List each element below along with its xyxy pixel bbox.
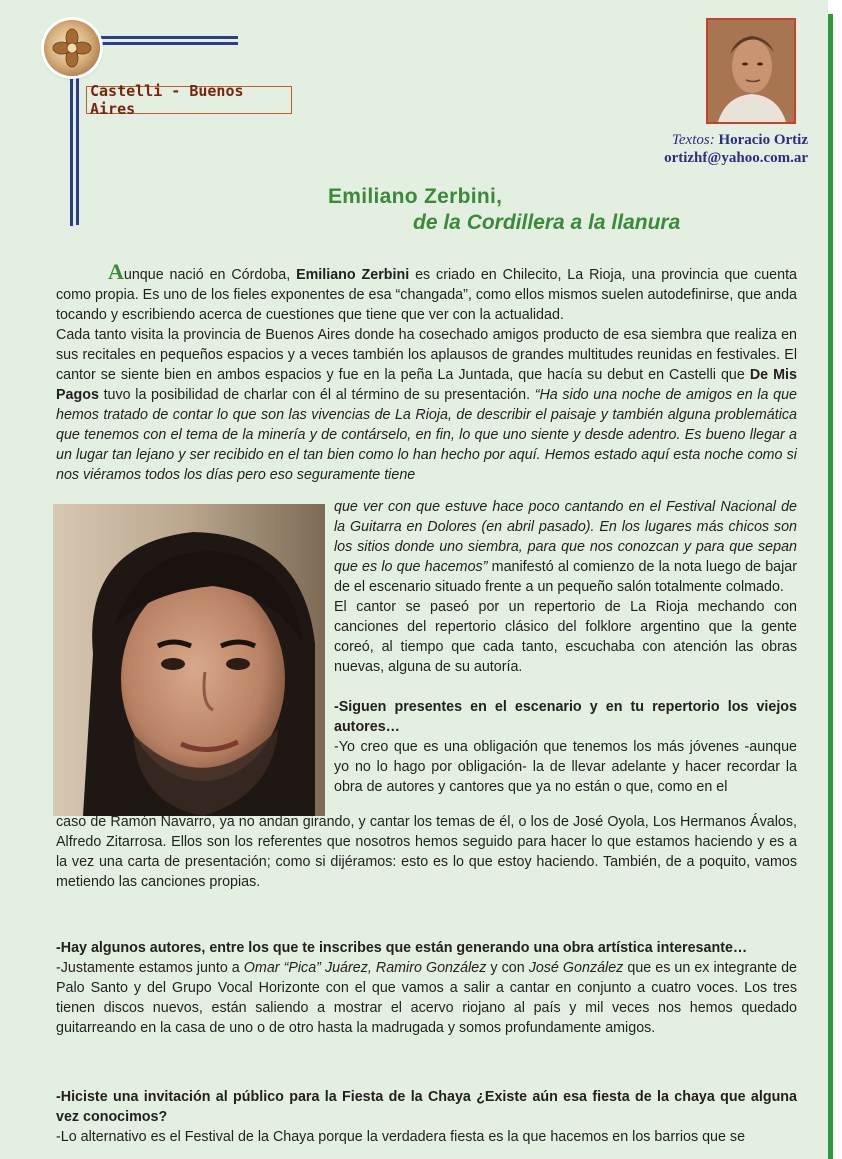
quote-continuation: que ver con que estuve hace poco cantando en el Festival Nacional de la Guitarra en Dolores (en abril pasado). En los lugares más chicos son los sitios donde uno siembra, para que nos conozcan y para que sepan que es lo que hacemos” (334, 499, 797, 575)
question-answer-2 (56, 938, 797, 1038)
subject-name: Emiliano Zerbini (296, 267, 410, 283)
credits-label: Textos: (671, 132, 715, 148)
answer-2-text-b: y con (486, 960, 529, 976)
drop-cap: A (108, 259, 124, 284)
header-rule-left-2 (76, 70, 79, 225)
credits (664, 131, 808, 167)
quote-text: “Ha sido una noche de amigos en la que hemos tratado de contar lo que son las vivencias de La Rioja, de describir el paisaje y también alguna problemática que tenemos con el tema de la minería y de contárselo, en fin, lo que uno siente y desde adentro. Es bueno llegar a un lugar tan lejano y ser recibido en el tan bien como lo han hecho por aquí. Hemos estado aquí esta noche como si nos viéramos todos los días pero eso seguramente tiene (56, 387, 797, 483)
column-text-b: El cantor se paseó por un repertorio de La Rioja mechando con canciones del repertorio clásico del folklore argentino que la gente coreó, al tiempo que cada tanto, escuchaba con atención las obras nuevas, alguna de su autoría. (334, 599, 797, 675)
column-text (334, 497, 797, 797)
answer-2-text-a: -Justamente estamos junto a (56, 960, 244, 976)
article-title: Emiliano Zerbini, (328, 185, 503, 208)
emiliano-zerbini-photo (53, 504, 325, 816)
artist-names-1: Omar “Pica” Juárez, Ramiro González (243, 960, 487, 976)
artist-names-2: José González (528, 960, 624, 976)
answer-3: -Lo alternativo es el Festival de la Chaya porque la verdadera fiesta es la que hacemos en los barrios que se (56, 1129, 746, 1145)
author-email[interactable]: ortizhf@yahoo.com.ar (664, 150, 808, 166)
question-answer-3 (56, 1087, 797, 1147)
column-text-a: manifestó al comienzo de la nota luego de bajar de el escenario situado frente a un pequeño salón totalmente colmado. (334, 559, 797, 595)
author-photo (706, 18, 796, 124)
header-rule-top-2 (100, 42, 238, 45)
answer-2-text-c: que es un ex integrante de Palo Santo y del Grupo Vocal Horizonte con el que vamos a salir a cantar en conjunto a cuatro voces. Los tres tienen discos nuevos, están saliendo a mostrar el acervo riojano al país y mil veces nos hemos quedado guitarreando en la casa de uno o de otro hasta la madrugada y somos profundamente amigos. (56, 960, 797, 1036)
author-name: Horacio Ortiz (718, 132, 808, 148)
page-edge-rule (828, 14, 833, 1159)
article-subtitle: de la Cordillera a la llanura (413, 211, 681, 234)
intro-text-1: unque nació en Córdoba, (123, 267, 297, 283)
author-portrait-image (708, 20, 794, 122)
magazine-name: De Mis Pagos (56, 367, 797, 403)
seed-pod-icon (50, 26, 94, 70)
paragraph-2-text-b: tuvo la posibilidad de charlar con él al término de su presentación. (98, 387, 535, 403)
answer-1-text: caso de Ramón Navarro, ya no andan girando, y cantar los temas de él, o los de José Oyola, Los Hermanos Ávalos, Alfredo Zitarrosa. Ellos son los referentes que nosotros hemos seguido para hacer lo que estamos haciendo y es a la vez una carta de presentación; como si dijéramos: esto es lo que estoy haciendo. También, de a poquito, vamos metiendo las canciones propias. (56, 814, 797, 890)
magazine-logo (44, 20, 100, 76)
question-1: -Siguen presentes en el escenario y en tu repertorio los viejos autores… (334, 699, 797, 735)
intro-text-2: es criado en Chilecito, La Rioja, una provincia que cuenta como propia. Es uno de los fieles exponentes de esa “changada”, como ellos mismos suelen autodefinirse, que anda tocando y escribiendo acerca de cuestiones que tiene que ver con la actualidad. (56, 267, 797, 323)
question-3: -Hiciste una invitación al público para la Fiesta de la Chaya ¿Existe aún esa fiesta de la chaya que alguna vez conocimos? (56, 1089, 797, 1125)
answer-1-full (56, 812, 797, 892)
question-2: -Hay algunos autores, entre los que te inscribes que están generando una obra artística interesante… (56, 940, 748, 956)
answer-1-column: -Yo creo que es una obligación que tenemos los más jóvenes -aunque yo no lo hago por obligación- la de llevar adelante y hacer recordar la obra de autores y cantores que ya no están o que, como en el (334, 739, 797, 795)
location-label: Castelli - Buenos Aires (86, 86, 292, 114)
article-intro (56, 259, 797, 485)
portrait-image (53, 504, 325, 816)
paragraph-2-text: Cada tanto visita la provincia de Buenos Aires donde ha cosechado amigos producto de esa siembra que realiza en sus recitales en pequeños espacios y a veces también los aplausos de grandes multitudes reunidas en festivales. El cantor se siente bien en ambos espacios y fue en la peña La Juntada, que hacía su debut en Castelli que (56, 327, 797, 383)
